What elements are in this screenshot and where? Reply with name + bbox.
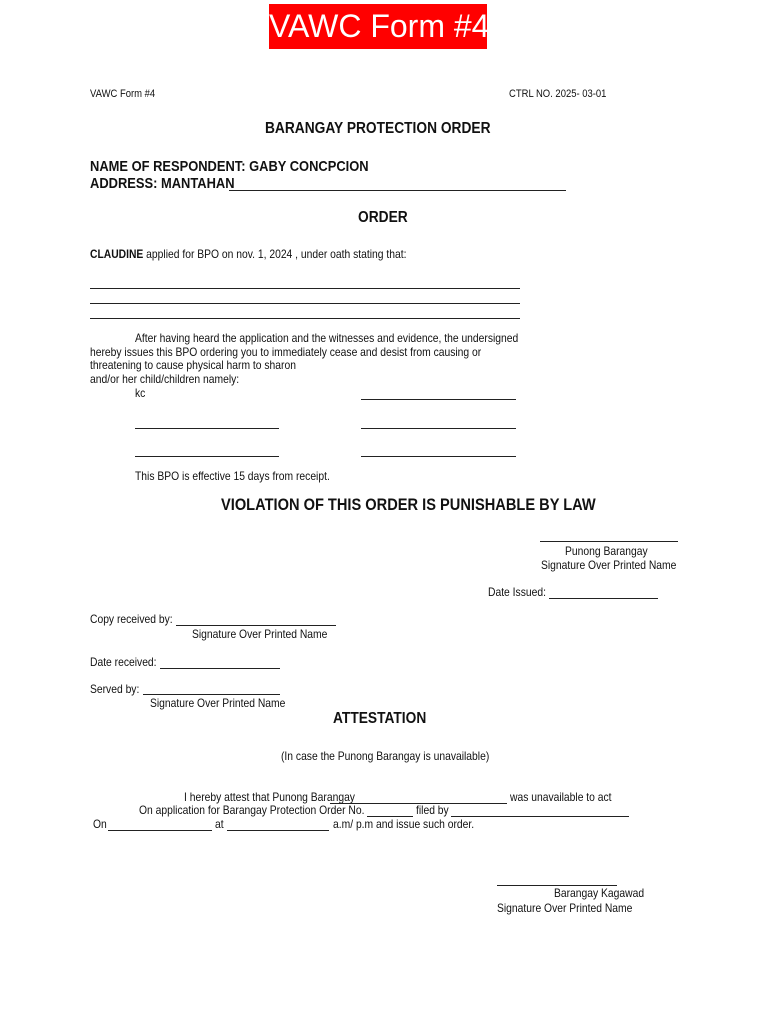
date-issued-blank-line — [549, 598, 658, 599]
child-name-1: kc — [135, 386, 146, 400]
respondent-address: ADDRESS: MANTAHAN — [90, 175, 235, 192]
attestation-heading: ATTESTATION — [333, 710, 427, 727]
violation-warning: VIOLATION OF THIS ORDER IS PUNISHABLE BY LAW — [221, 495, 596, 514]
punong-barangay-signature-line — [540, 541, 678, 542]
respondent-name: NAME OF RESPONDENT: GABY CONCPCION — [90, 158, 369, 175]
attestation-line-1b: was unavailable to act — [510, 790, 612, 804]
body-line-4: and/or her child/children namely: — [90, 372, 240, 386]
child-blank-line — [135, 456, 279, 457]
order-heading: ORDER — [358, 209, 408, 226]
kagawad-title: Barangay Kagawad — [554, 886, 645, 900]
date-issued-label: Date Issued: — [488, 585, 546, 599]
served-by-label: Served by: — [90, 682, 140, 696]
applicant-statement — [90, 247, 406, 261]
attestation-line-3a: On — [93, 817, 107, 831]
child-blank-line — [135, 428, 279, 429]
signatory-title: Punong Barangay — [565, 544, 648, 558]
applicant-statement-text: applied for BPO on nov. 1, 2024 , under oath stating that: — [143, 247, 407, 261]
effective-notice: This BPO is effective 15 days from receipt. — [135, 469, 330, 483]
document-title: BARANGAY PROTECTION ORDER — [265, 120, 491, 137]
date-received-blank-line — [160, 668, 280, 669]
attestation-line-2a: On application for Barangay Protection Order No. — [139, 803, 365, 817]
signatory-caption: Signature Over Printed Name — [541, 558, 677, 572]
copy-received-label: Copy received by: — [90, 612, 173, 626]
child-blank-line — [361, 456, 516, 457]
date-received-label: Date received: — [90, 655, 157, 669]
address-blank-line — [229, 190, 566, 191]
form-banner: VAWC Form #4 — [269, 4, 487, 49]
attestation-line-2b: filed by — [416, 803, 449, 817]
served-by-blank-line — [143, 694, 280, 695]
attestation-line-3b: at — [215, 817, 224, 831]
attestation-note: (In case the Punong Barangay is unavailable) — [281, 749, 490, 763]
copy-received-blank-line — [176, 625, 336, 626]
kagawad-caption: Signature Over Printed Name — [497, 901, 633, 915]
form-label: VAWC Form #4 — [90, 88, 156, 100]
attestation-line-1a: I hereby attest that Punong Barangay — [184, 790, 355, 804]
attestation-time-blank-line — [227, 830, 329, 831]
copy-received-caption: Signature Over Printed Name — [192, 627, 328, 641]
attestation-line-3c: a.m/ p.m and issue such order. — [333, 817, 475, 831]
body-line-2: hereby issues this BPO ordering you to immediately cease and desist from causing or — [90, 345, 482, 359]
body-line-3: threatening to cause physical harm to sharon — [90, 358, 296, 372]
child-blank-line — [361, 428, 516, 429]
body-line-1: After having heard the application and the witnesses and evidence, the undersigned — [135, 331, 519, 345]
filed-by-blank-line — [451, 816, 629, 817]
served-by-caption: Signature Over Printed Name — [150, 696, 286, 710]
statement-blank-line-2 — [90, 303, 520, 304]
statement-blank-line-1 — [90, 288, 520, 289]
applicant-name: CLAUDINE — [90, 247, 144, 261]
attestation-date-blank-line — [108, 830, 212, 831]
statement-blank-line-3 — [90, 318, 520, 319]
child-blank-line — [361, 399, 516, 400]
control-number: CTRL NO. 2025- 03-01 — [509, 88, 607, 100]
